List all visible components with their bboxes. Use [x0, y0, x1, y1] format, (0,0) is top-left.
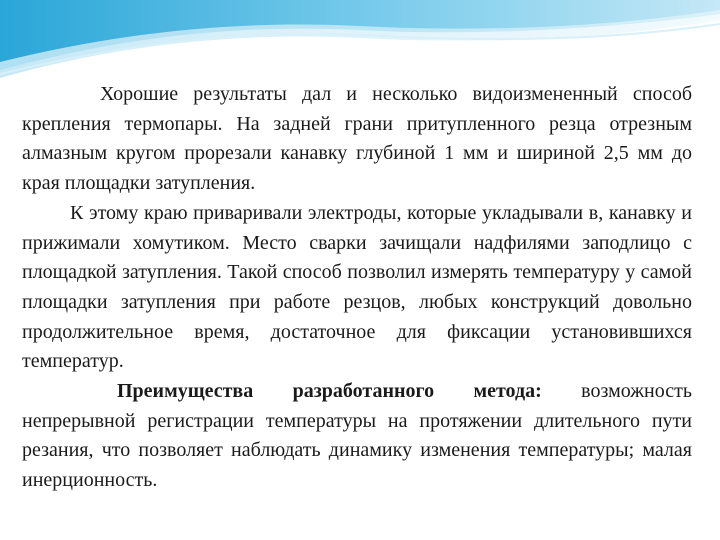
paragraph-3: [22, 377, 692, 496]
paragraph-1-text: Хорошие результаты дал и несколько видоизмененный способ крепления термопары. На задней грани притупленного резца отрезным алмазным кругом прорезали канавку глубиной 1 мм и шириной 2,5 мм до края площадки затупления.: [22, 83, 692, 195]
paragraph-1: [22, 80, 692, 199]
paragraph-2: [22, 199, 692, 377]
paragraph-3-bold-lead: Преимущества разработанного метода:: [117, 380, 542, 403]
header-wave-decoration: [0, 0, 720, 90]
body-text: [22, 80, 692, 496]
paragraph-3-text: возможность непрерывной регистрации температуры на протяжении длительного пути резания, что позволяет наблюдать динамику изменения температуры; малая инерционность.: [22, 380, 692, 492]
paragraph-2-text: К этому краю приваривали электроды, которые укладывали в, канавку и прижимали хомутиком. Место сварки зачищали надфилями заподлицо с площадкой затупления. Такой способ позволил измерять температуру у самой площадки затупления при работе резцов, любых конструкций довольно продолжительное время, достаточное для фиксации установившихся температур.: [22, 201, 692, 373]
